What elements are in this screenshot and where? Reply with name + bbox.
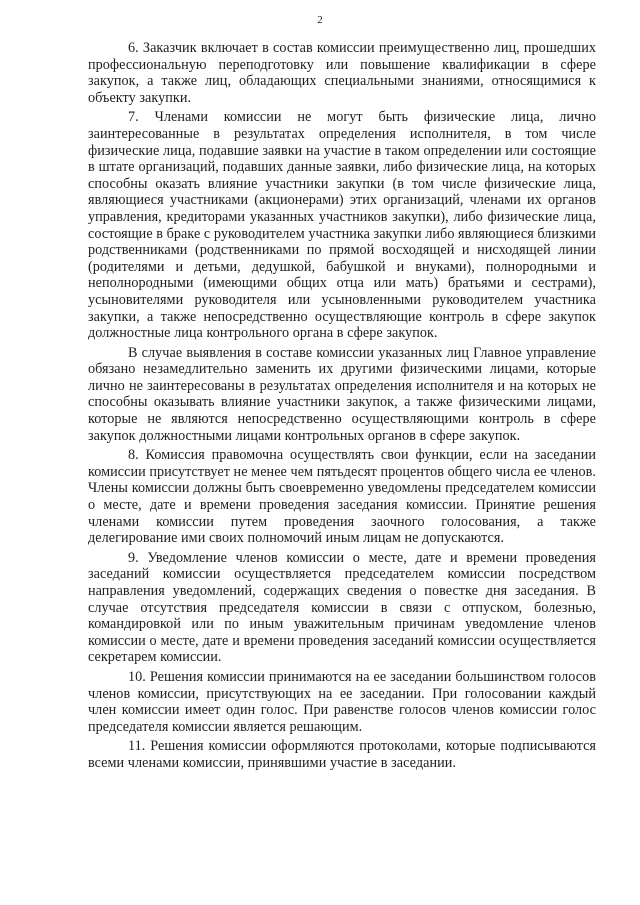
document-body (88, 40, 596, 773)
paragraph-item-6: 6. Заказчик включает в состав комиссии преимущественно лиц, прошедших профессиональную переподготовку или повышение квалификации в сфере закупок, а также лиц, обладающих специальными знаниями, относящимися к объекту закупки. (88, 40, 596, 106)
paragraph-replacement-clause: В случае выявления в составе комиссии указанных лиц Главное управление обязано незамедлительно заменить их другими физическими лицами, которые лично не заинтересованы в результатах определения исполнителя и на которых не способны оказывать влияние участники закупок, а также физическими лицами, которые не являются непосредственно осуществляющими контроль в сфере закупок должностными лицами контрольных органов в сфере закупок. (88, 344, 596, 444)
paragraph-item-11: 11. Решения комиссии оформляются протоколами, которые подписываются всеми членами комиссии, принявшими участие в заседании. (88, 738, 596, 771)
paragraph-item-7: 7. Членами комиссии не могут быть физические лица, лично заинтересованные в результатах определения исполнителя, в том числе физические лица, подавшие заявки на участие в таком определении или состоящие в штате организаций, подавших данные заявки, либо физические лица, на которых способны оказать влияние участники закупки (в том числе физические лица, являющиеся участниками (акционерами) этих организаций, членами их органов управления, кредиторами указанных участников закупки), либо физические лица, состоящие в браке с руководителем участника закупки либо являющиеся близкими родственниками (родственниками по прямой восходящей и нисходящей линии (родителями и детьми, дедушкой, бабушкой и внуками), полнородными и неполнородными (имеющими общих отца или мать) братьями и сестрами), усыновителями руководителя или усыновленными руководителем участника закупки, а также непосредственно осуществляющие контроль в сфере закупок должностные лица контрольного органа в сфере закупок. (88, 109, 596, 342)
paragraph-item-10: 10. Решения комиссии принимаются на ее заседании большинством голосов членов комиссии, присутствующих на ее заседании. При голосовании каждый член комиссии имеет один голос. При равенстве голосов членов комиссии голос председателя комиссии является решающим. (88, 668, 596, 735)
paragraph-item-9: 9. Уведомление членов комиссии о месте, дате и времени проведения заседаний комиссии осуществляется председателем комиссии посредством направления уведомлений, содержащих сведения о повестке дня заседания. В случае отсутствия председателя комиссии в связи с отпуском, болезнью, командировкой или по иным уважительным причинам уведомление членов комиссии о месте, дате и времени проведения заседаний комиссии осуществляется секретарем комиссии. (88, 549, 596, 666)
page-number: 2 (317, 14, 323, 26)
paragraph-item-8: 8. Комиссия правомочна осуществлять свои функции, если на заседании комиссии присутствует не менее чем пятьдесят процентов общего числа ее членов. Члены комиссии должны быть своевременно уведомлены председателем комиссии о месте, дате и времени проведения заседания комиссии. Принятие решения членами комиссии путем проведения заочного голосования, а также делегирование ими своих полномочий иным лицам не допускаются. (88, 447, 596, 547)
